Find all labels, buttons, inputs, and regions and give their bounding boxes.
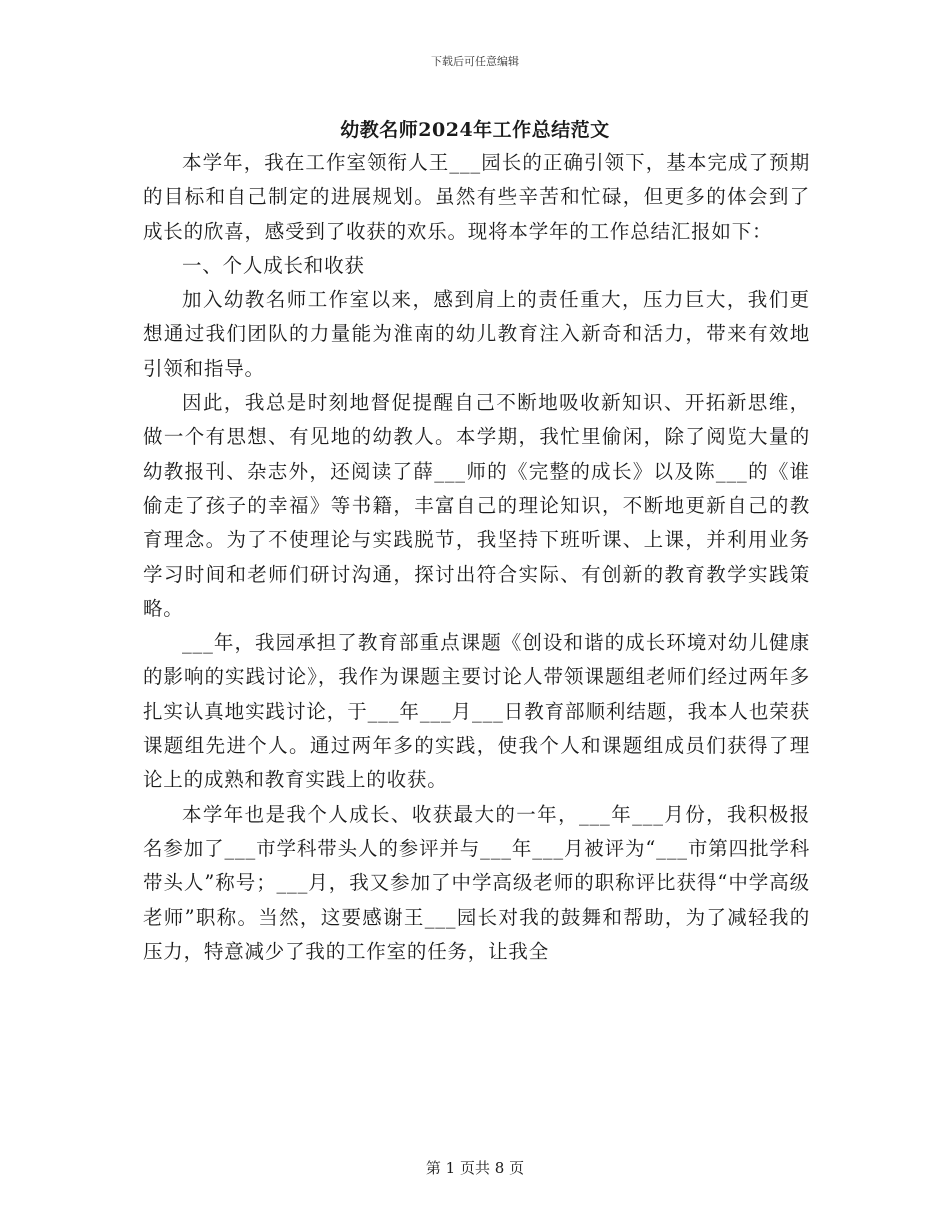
paragraph-join-studio: 加入幼教名师工作室以来，感到肩上的责任重大，压力巨大，我们更想通过我们团队的力量能为淮南的幼儿教育注入新奇和活力，带来有效地引领和指导。 — [143, 288, 810, 380]
document-title: 幼教名师2024年工作总结范文 — [340, 119, 610, 141]
paragraph-intro: 本学年，我在工作室领衔人王___园长的正确引领下，基本完成了预期的目标和自己制定的进展规划。虽然有些辛苦和忙碌，但更多的体会到了成长的欣喜，感受到了收获的欢乐。现将本学年的工作总结汇报如下： — [143, 151, 810, 243]
paragraph-self-study: 因此，我总是时刻地督促提醒自己不断地吸收新知识、开拓新思维，做一个有思想、有见地的幼教人。本学期，我忙里偷闲，除了阅览大量的幼教报刊、杂志外，还阅读了薛___师的《完整的成长》以及陈___的《谁偷走了孩子的幸福》等书籍，丰富自己的理论知识，不断地更新自己的教育理念。为了不使理论与实践脱节，我坚持下班听课、上课，并利用业务学习时间和老师们研讨沟通，探讨出符合实际、有创新的教育教学实践策略。 — [143, 391, 810, 620]
header-note: 下载后可任意编辑 — [431, 55, 519, 68]
document-body — [143, 146, 810, 969]
paragraph-research-project: ___年，我园承担了教育部重点课题《创设和谐的成长环境对幼儿健康的影响的实践讨论》，我作为课题主要讨论人带领课题组老师们经过两年多扎实认真地实践讨论，于___年___月___日教育部顺利结题，我本人也荣获课题组先进个人。通过两年多的实践，使我个人和课题组成员们获得了理论上的成熟和教育实践上的收获。 — [143, 631, 810, 792]
section-heading: 一、个人成长和收获 — [182, 253, 365, 277]
paragraph-achievements: 本学年也是我个人成长、收获最大的一年，___年___月份，我积极报名参加了___市学科带头人的参评并与___年___月被评为“___市第四批学科带头人”称号；___月，我又参加了中学高级老师的职称评比获得“中学高级老师”职称。当然，这要感谢王___园长对我的鼓舞和帮助，为了减轻我的压力，特意减少了我的工作室的任务，让我全 — [143, 802, 810, 963]
page-number: 第 1 页共 8 页 — [425, 1159, 525, 1177]
